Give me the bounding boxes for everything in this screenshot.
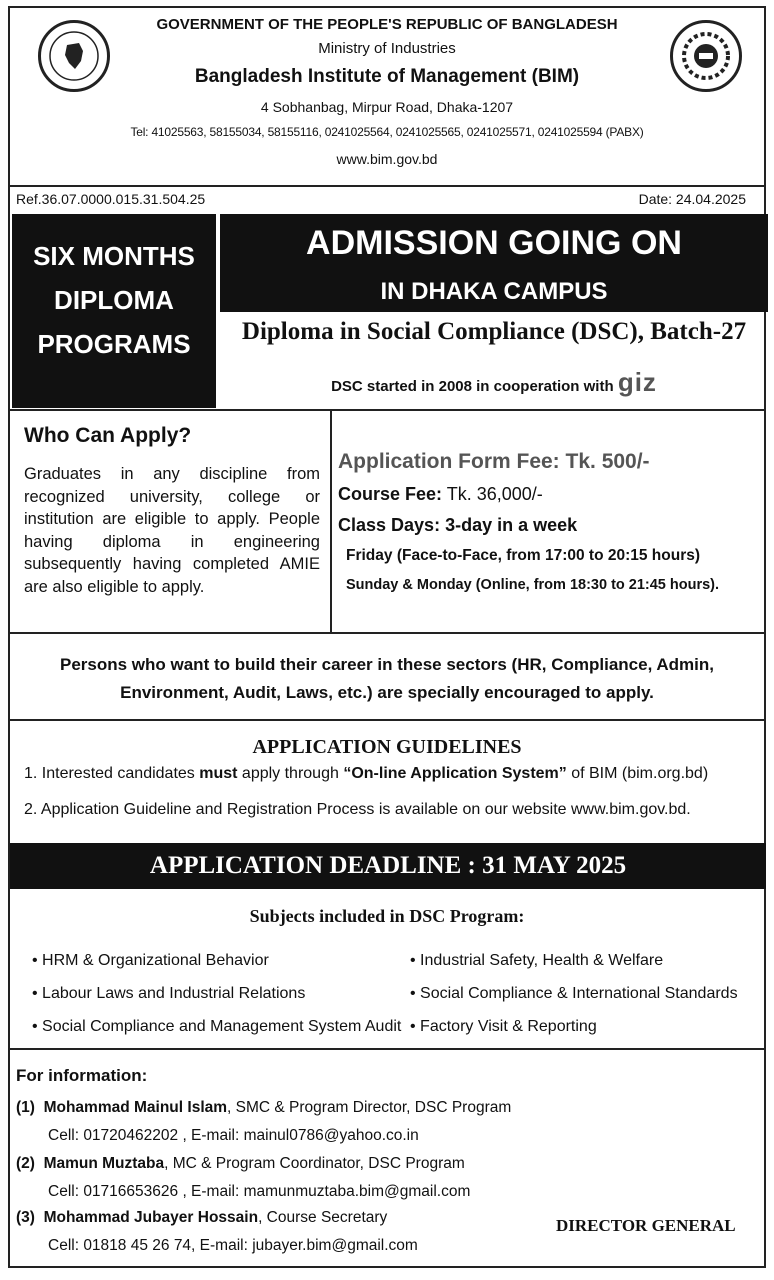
admission-campus: IN DHAKA CAMPUS bbox=[220, 272, 768, 312]
guideline-text: of BIM (bim.org.bd) bbox=[566, 765, 709, 782]
subject-item: • Social Compliance and Management System Audit bbox=[32, 1010, 401, 1043]
divider bbox=[8, 1048, 766, 1050]
contact-1 bbox=[16, 1094, 511, 1150]
who-can-apply-body: Graduates in any discipline from recognized university, college or institution are eligible to apply. People having diploma in engineering subsequently having completed AMIE are also eligible to apply. bbox=[24, 465, 320, 596]
class-days bbox=[338, 515, 577, 536]
subjects-right-list bbox=[410, 944, 738, 1043]
application-deadline: APPLICATION DEADLINE : 31 MAY 2025 bbox=[10, 843, 766, 889]
divider bbox=[8, 185, 766, 187]
director-general-signature: DIRECTOR GENERAL bbox=[556, 1216, 736, 1235]
course-fee-label: Course Fee: bbox=[338, 484, 443, 504]
subjects-left-list bbox=[32, 944, 401, 1043]
subject-item: • Industrial Safety, Health & Welfare bbox=[410, 944, 738, 977]
guideline-item-2: 2. Application Guideline and Registration Process is available on our website www.bim.gov.bd. bbox=[24, 801, 691, 818]
contact-number: (2) bbox=[16, 1155, 35, 1172]
header-address: 4 Sobhanbag, Mirpur Road, Dhaka-1207 bbox=[260, 99, 514, 115]
contact-2 bbox=[16, 1150, 470, 1206]
program-banner bbox=[12, 214, 216, 408]
bim-logo-icon bbox=[670, 20, 742, 92]
friday-schedule: Friday (Face-to-Face, from 17:00 to 20:15 hours) bbox=[346, 547, 701, 564]
program-started bbox=[220, 367, 768, 398]
guideline-item-1 bbox=[24, 765, 708, 783]
contact-cell: Cell: 01818 45 26 74, E-mail: jubayer.bim@gmail.com bbox=[48, 1237, 418, 1254]
banner-line: SIX MONTHS bbox=[33, 241, 195, 271]
header-government: GOVERNMENT OF THE PEOPLE'S REPUBLIC OF BANGLADESH bbox=[156, 16, 618, 33]
contact-name: Mohammad Mainul Islam bbox=[43, 1099, 228, 1116]
banner-line: DIPLOMA bbox=[54, 285, 174, 315]
header-institute: Bangladesh Institute of Management (BIM) bbox=[194, 66, 580, 87]
guideline-system: “On-line Application System” bbox=[343, 765, 567, 782]
online-schedule: Sunday & Monday (Online, from 18:30 to 21:45 hours). bbox=[346, 577, 720, 593]
started-text: DSC started in 2008 in cooperation with bbox=[331, 378, 614, 395]
guideline-text: 1. Interested candidates bbox=[24, 765, 200, 782]
contact-number: (3) bbox=[16, 1209, 35, 1226]
divider bbox=[8, 409, 766, 411]
contact-role: , MC & Program Coordinator, DSC Program bbox=[164, 1155, 465, 1172]
contact-role: , SMC & Program Director, DSC Program bbox=[227, 1099, 512, 1116]
program-name: Diploma in Social Compliance (DSC), Batch-27 bbox=[241, 318, 747, 345]
for-information-title: For information: bbox=[16, 1066, 148, 1085]
course-fee bbox=[338, 484, 543, 505]
header-telephone: Tel: 41025563, 58155034, 58155116, 0241025564, 0241025565, 0241025571, 0241025594 (PABX) bbox=[130, 125, 644, 139]
subject-item: • Labour Laws and Industrial Relations bbox=[32, 977, 401, 1010]
guideline-emphasis: must bbox=[199, 765, 238, 782]
subject-item: • Social Compliance & International Standards bbox=[410, 977, 738, 1010]
notice-date: Date: 24.04.2025 bbox=[638, 191, 746, 207]
contact-cell: Cell: 01716653626 , E-mail: mamunmuztaba.bim@gmail.com bbox=[48, 1183, 471, 1200]
class-days-label: Class Days: bbox=[338, 515, 441, 535]
admission-title: ADMISSION GOING ON bbox=[220, 214, 768, 272]
divider bbox=[8, 632, 766, 634]
government-seal-icon bbox=[38, 20, 110, 92]
career-line-1: Persons who want to build their career in these sectors (HR, Compliance, Admin, bbox=[59, 655, 714, 674]
giz-logo: giz bbox=[617, 367, 657, 397]
contact-cell: Cell: 01720462202 , E-mail: mainul0786@yahoo.co.in bbox=[48, 1127, 419, 1144]
contact-role: , Course Secretary bbox=[258, 1209, 388, 1226]
divider bbox=[8, 719, 766, 721]
who-can-apply-title: Who Can Apply? bbox=[24, 424, 192, 447]
class-days-value: 3-day in a week bbox=[445, 515, 578, 535]
application-form-fee: Application Form Fee: Tk. 500/- bbox=[338, 450, 650, 473]
subject-item: • Factory Visit & Reporting bbox=[410, 1010, 738, 1043]
subjects-title: Subjects included in DSC Program: bbox=[249, 906, 525, 926]
guidelines-title: APPLICATION GUIDELINES bbox=[252, 736, 522, 758]
divider bbox=[330, 409, 332, 633]
subject-item: • HRM & Organizational Behavior bbox=[32, 944, 401, 977]
guideline-text: apply through bbox=[237, 765, 344, 782]
contact-name: Mohammad Jubayer Hossain bbox=[43, 1209, 259, 1226]
contact-name: Mamun Muztaba bbox=[43, 1155, 165, 1172]
career-line-2: Environment, Audit, Laws, etc.) are specially encouraged to apply. bbox=[120, 683, 654, 702]
banner-line: PROGRAMS bbox=[37, 329, 191, 359]
header-ministry: Ministry of Industries bbox=[318, 40, 456, 57]
contact-3 bbox=[16, 1204, 418, 1260]
contact-number: (1) bbox=[16, 1099, 35, 1116]
course-fee-value: Tk. 36,000/- bbox=[446, 484, 543, 504]
header-website: www.bim.gov.bd bbox=[336, 151, 438, 167]
reference-number: Ref.36.07.0000.015.31.504.25 bbox=[16, 191, 206, 207]
